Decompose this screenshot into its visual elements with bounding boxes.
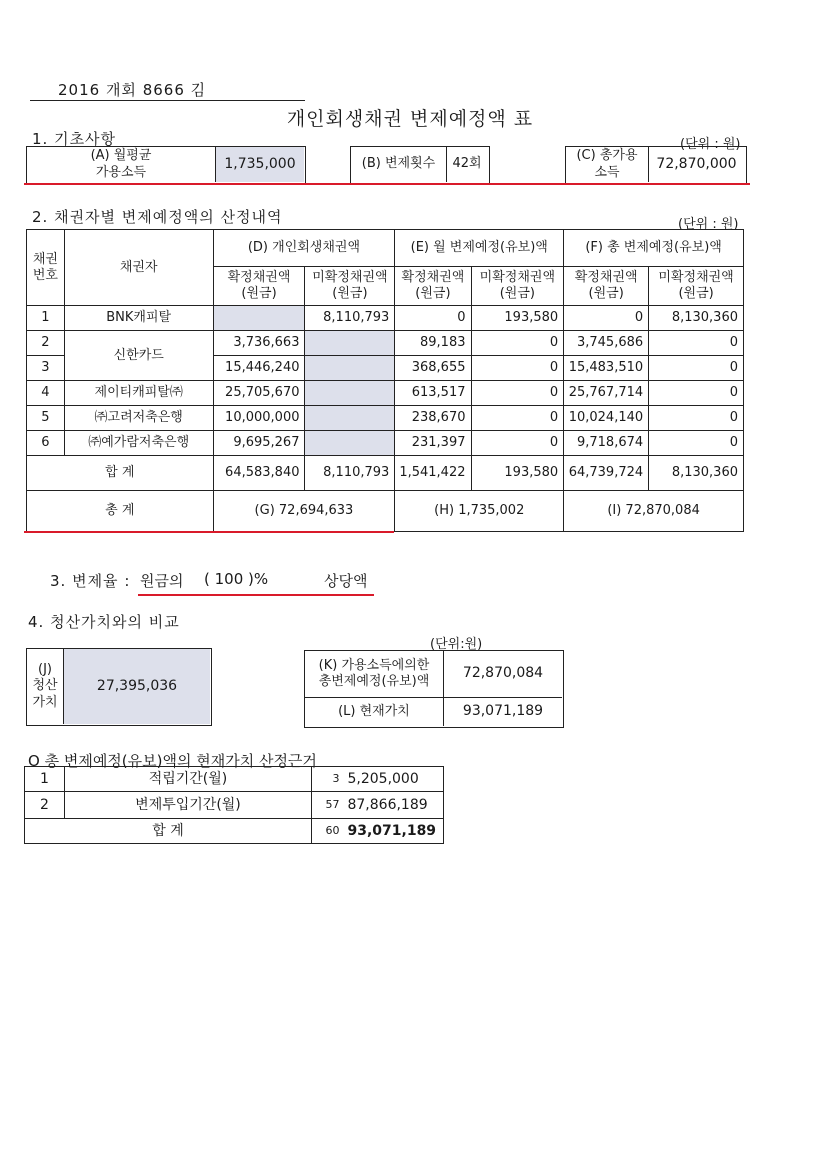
creditor-name: BNK캐피탈 <box>64 306 213 331</box>
total-h: (H) 1,735,002 <box>395 491 564 532</box>
period-amount: 87,866,189 <box>343 792 443 819</box>
f-unconfirmed-value: 0 <box>649 356 744 381</box>
rate-text-c: 상당액 <box>324 572 368 590</box>
section3-label: 3. 변제율 : <box>50 572 131 590</box>
e-confirmed-value: 89,183 <box>395 331 471 356</box>
red-underline-1 <box>24 183 750 185</box>
creditor-name: 신한카드 <box>64 331 213 381</box>
col-f-confirmed: 확정채권액 (원금) <box>564 267 649 306</box>
section2-unit: (단위 : 원) <box>678 217 739 232</box>
field-a-box <box>26 146 306 184</box>
sum-label: 합 계 <box>27 456 214 491</box>
period-label: 적립기간(월) <box>64 767 311 792</box>
sum-row <box>27 456 744 491</box>
e-unconfirmed-value: 0 <box>471 331 564 356</box>
d-confirmed-value <box>213 306 305 331</box>
col-e-unconfirmed: 미확정채권액 (원금) <box>471 267 564 306</box>
col-d-unconfirmed: 미확정채권액 (원금) <box>305 267 395 306</box>
field-l-label: (L) 현재가치 <box>305 698 444 726</box>
field-b-value: 42회 <box>452 156 482 172</box>
row-number: 3 <box>27 356 65 381</box>
row-number: 1 <box>27 306 65 331</box>
field-c-label: (C) 총가용 소득 <box>566 147 649 182</box>
section5-heading: O 총 변제예정(유보)액의 현재가치 산정근거 <box>28 752 317 770</box>
d-unconfirmed-value <box>305 356 395 381</box>
creditor-name: ㈜고려저축은행 <box>64 406 213 431</box>
table-row <box>27 431 744 456</box>
period-amount: 5,205,000 <box>343 767 443 792</box>
f-confirmed-value: 25,767,714 <box>564 381 649 406</box>
f-unconfirmed-value: 8,130,360 <box>649 306 744 331</box>
creditor-name: 제이티캐피탈㈜ <box>64 381 213 406</box>
d-confirmed-value: 25,705,670 <box>213 381 305 406</box>
row-number: 1 <box>25 767 65 792</box>
field-j-value: 27,395,036 <box>64 649 210 724</box>
f-confirmed-value: 0 <box>564 306 649 331</box>
sum-e-confirmed: 1,541,422 <box>395 456 471 491</box>
field-k-value: 72,870,084 <box>444 651 562 698</box>
creditor-name: ㈜예가람저축은행 <box>64 431 213 456</box>
field-c-box <box>565 146 747 184</box>
section1-unit: (단위 : 원) <box>680 137 741 152</box>
sum-amount: 93,071,189 <box>343 819 443 844</box>
period-months: 3 <box>312 767 344 792</box>
d-confirmed-value: 3,736,663 <box>213 331 305 356</box>
section4-heading: 4. 청산가치와의 비교 <box>28 613 180 631</box>
d-confirmed-value: 10,000,000 <box>213 406 305 431</box>
f-unconfirmed-value: 0 <box>649 381 744 406</box>
total-row <box>27 491 744 532</box>
d-unconfirmed-value <box>305 381 395 406</box>
table-row <box>27 331 744 356</box>
e-unconfirmed-value: 0 <box>471 381 564 406</box>
col-d-confirmed: 확정채권액 (원금) <box>213 267 305 306</box>
section1-heading: 1. 기초사항 <box>32 130 117 148</box>
table-row <box>27 381 744 406</box>
e-confirmed-value: 231,397 <box>395 431 471 456</box>
row-number: 4 <box>27 381 65 406</box>
total-i: (I) 72,870,084 <box>564 491 744 532</box>
e-confirmed-value: 0 <box>395 306 471 331</box>
field-b-label: (B) 변제횟수 <box>351 147 447 182</box>
row-number: 6 <box>27 431 65 456</box>
col-number-header: 채권 번호 <box>27 230 65 306</box>
f-unconfirmed-value: 0 <box>649 406 744 431</box>
field-a-value: 1,735,000 <box>216 147 304 182</box>
f-confirmed-value: 9,718,674 <box>564 431 649 456</box>
field-a-label: (A) 월평균 가용소득 <box>27 147 216 182</box>
sum-d-unconfirmed: 8,110,793 <box>305 456 395 491</box>
col-e-header: (E) 월 변제예정(유보)액 <box>395 230 564 267</box>
sum-d-confirmed: 64,583,840 <box>213 456 305 491</box>
table-row <box>25 767 444 792</box>
sum-e-unconfirmed: 193,580 <box>471 456 564 491</box>
period-label: 변제투입기간(월) <box>64 792 311 819</box>
f-unconfirmed-value: 0 <box>649 331 744 356</box>
e-unconfirmed-value: 0 <box>471 406 564 431</box>
row-number: 2 <box>27 331 65 356</box>
sum-months: 60 <box>312 819 344 844</box>
present-value-table <box>24 766 444 844</box>
e-unconfirmed-value: 0 <box>471 431 564 456</box>
table-row <box>27 306 744 331</box>
total-label: 총 계 <box>27 491 214 532</box>
table-row <box>25 792 444 819</box>
f-unconfirmed-value: 0 <box>649 431 744 456</box>
d-confirmed-value: 15,446,240 <box>213 356 305 381</box>
e-unconfirmed-value: 193,580 <box>471 306 564 331</box>
col-f-unconfirmed: 미확정채권액 (원금) <box>649 267 744 306</box>
field-b-box <box>350 146 490 184</box>
f-confirmed-value: 10,024,140 <box>564 406 649 431</box>
section2-heading: 2. 채권자별 변제예정액의 산정내역 <box>32 208 283 226</box>
document-title: 개인회생채권 변제예정액 표 <box>286 108 534 130</box>
period-months: 57 <box>312 792 344 819</box>
f-confirmed-value: 3,745,686 <box>564 331 649 356</box>
f-confirmed-value: 15,483,510 <box>564 356 649 381</box>
row-number: 2 <box>25 792 65 819</box>
rate-text-a: 원금의 <box>140 572 184 590</box>
field-k-label: (K) 가용소득에의한 총변제예정(유보)액 <box>305 651 444 698</box>
red-underline-2 <box>24 531 394 533</box>
field-l-value: 93,071,189 <box>462 703 544 720</box>
field-c-value: 72,870,000 <box>656 155 737 172</box>
e-confirmed-value: 238,670 <box>395 406 471 431</box>
d-unconfirmed-value <box>305 406 395 431</box>
creditor-table <box>26 229 744 532</box>
repayment-rate <box>138 570 374 596</box>
col-f-header: (F) 총 변제예정(유보)액 <box>564 230 744 267</box>
e-confirmed-value: 613,517 <box>395 381 471 406</box>
rate-percent: ( 100 )% <box>204 570 269 588</box>
sum-f-confirmed: 64,739,724 <box>564 456 649 491</box>
sum-label: 합 계 <box>25 819 312 844</box>
row-number: 5 <box>27 406 65 431</box>
table-row <box>27 406 744 431</box>
field-j-label: (J) 청산 가치 <box>27 649 64 724</box>
sum-f-unconfirmed: 8,130,360 <box>649 456 744 491</box>
col-creditor-header: 채권자 <box>64 230 213 306</box>
d-confirmed-value: 9,695,267 <box>213 431 305 456</box>
liquidation-value-box <box>26 648 212 726</box>
col-d-header: (D) 개인회생채권액 <box>213 230 395 267</box>
d-unconfirmed-value <box>305 431 395 456</box>
e-confirmed-value: 368,655 <box>395 356 471 381</box>
col-e-confirmed: 확정채권액 (원금) <box>395 267 471 306</box>
e-unconfirmed-value: 0 <box>471 356 564 381</box>
comparison-box <box>304 650 564 728</box>
total-g: (G) 72,694,633 <box>213 491 395 532</box>
sum-row <box>25 819 444 844</box>
d-unconfirmed-value <box>305 331 395 356</box>
d-unconfirmed-value: 8,110,793 <box>305 306 395 331</box>
case-reference: 2016 개회 8666 김 <box>30 79 305 101</box>
section4-unit: (단위:원) <box>430 637 483 652</box>
